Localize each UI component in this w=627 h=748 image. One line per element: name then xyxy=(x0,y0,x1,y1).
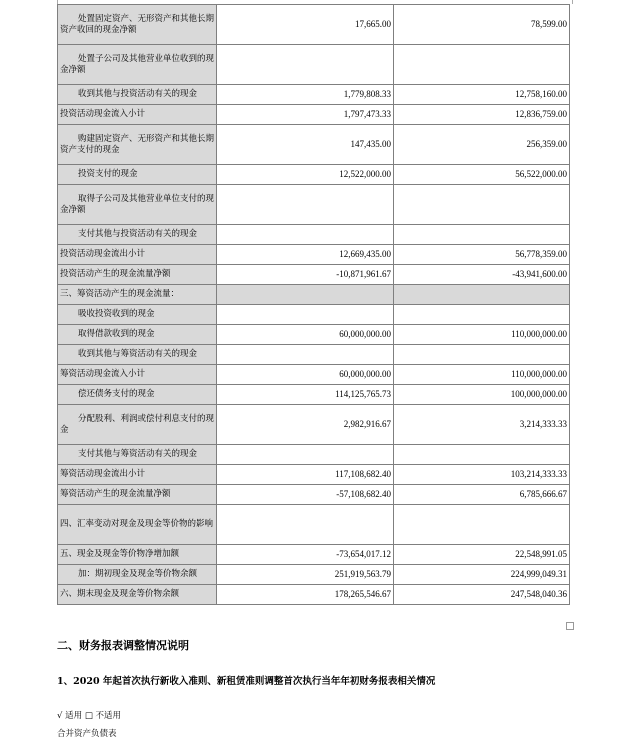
row-label: 投资支付的现金 xyxy=(58,165,217,185)
prior-period-value: 22,548,991.05 xyxy=(394,545,570,565)
table-row xyxy=(58,5,570,45)
row-label: 投资活动现金流出小计 xyxy=(58,245,217,265)
row-label: 收到其他与投资活动有关的现金 xyxy=(58,85,217,105)
prior-period-value: 224,999,049.31 xyxy=(394,565,570,585)
prior-period-value: 110,000,000.00 xyxy=(394,325,570,345)
current-period-value xyxy=(217,445,394,465)
current-period-value: 60,000,000.00 xyxy=(217,365,394,385)
row-label: 支付其他与投资活动有关的现金 xyxy=(58,225,217,245)
table-row xyxy=(58,265,570,285)
table-row xyxy=(58,405,570,445)
row-label: 分配股利、利润或偿付利息支付的现金 xyxy=(58,405,217,445)
prior-period-value: 78,599.00 xyxy=(394,5,570,45)
prior-period-value xyxy=(394,225,570,245)
row-label: 处置子公司及其他营业单位收到的现金净额 xyxy=(58,45,217,85)
table-row xyxy=(58,165,570,185)
row-label: 购建固定资产、无形资产和其他长期资产支付的现金 xyxy=(58,125,217,165)
row-label: 四、汇率变动对现金及现金等价物的影响 xyxy=(58,505,217,545)
prior-period-value: 6,785,666.67 xyxy=(394,485,570,505)
prior-period-value xyxy=(394,285,570,305)
prior-period-value: 110,000,000.00 xyxy=(394,365,570,385)
cash-flow-table xyxy=(57,4,570,605)
prior-period-value: 12,836,759.00 xyxy=(394,105,570,125)
table-row xyxy=(58,245,570,265)
table-row xyxy=(58,505,570,545)
table-row xyxy=(58,585,570,605)
current-period-value: 114,125,765.73 xyxy=(217,385,394,405)
table-row xyxy=(58,345,570,365)
current-period-value: 178,265,546.67 xyxy=(217,585,394,605)
table-resize-handle[interactable] xyxy=(566,622,574,630)
row-label: 筹资活动产生的现金流量净额 xyxy=(58,485,217,505)
row-label: 取得借款收到的现金 xyxy=(58,325,217,345)
row-label: 六、期末现金及现金等价物余额 xyxy=(58,585,217,605)
prior-period-value xyxy=(394,45,570,85)
subsection-title: 1、2020 年起首次执行新收入准则、新租赁准则调整首次执行当年年初财务报表相关情况 xyxy=(57,676,436,687)
prior-period-value: 247,548,040.36 xyxy=(394,585,570,605)
current-period-value: -73,654,017.12 xyxy=(217,545,394,565)
prior-period-value xyxy=(394,505,570,545)
row-label: 投资活动现金流入小计 xyxy=(58,105,217,125)
current-period-value: 2,982,916.67 xyxy=(217,405,394,445)
table-row xyxy=(58,305,570,325)
table-row xyxy=(58,125,570,165)
prior-period-value: 12,758,160.00 xyxy=(394,85,570,105)
table-row xyxy=(58,285,570,305)
current-period-value xyxy=(217,505,394,545)
prior-period-value: 100,000,000.00 xyxy=(394,385,570,405)
current-period-value xyxy=(217,225,394,245)
table-row xyxy=(58,85,570,105)
prior-period-value: 56,522,000.00 xyxy=(394,165,570,185)
row-label: 偿还债务支付的现金 xyxy=(58,385,217,405)
statement-name: 合并资产负债表 xyxy=(57,729,117,739)
prior-period-value xyxy=(394,185,570,225)
prior-period-value: 256,359.00 xyxy=(394,125,570,165)
prior-period-value: 103,214,333.33 xyxy=(394,465,570,485)
current-period-value xyxy=(217,345,394,365)
applicability-note: √ 适用 □ 不适用 xyxy=(57,711,122,721)
table-row xyxy=(58,325,570,345)
row-label: 筹资活动现金流出小计 xyxy=(58,465,217,485)
row-label: 取得子公司及其他营业单位支付的现金净额 xyxy=(58,185,217,225)
row-label: 支付其他与筹资活动有关的现金 xyxy=(58,445,217,465)
table-row xyxy=(58,445,570,465)
prior-period-value xyxy=(394,345,570,365)
table-row xyxy=(58,465,570,485)
current-period-value xyxy=(217,45,394,85)
row-label: 投资活动产生的现金流量净额 xyxy=(58,265,217,285)
current-period-value: -57,108,682.40 xyxy=(217,485,394,505)
current-period-value: 17,665.00 xyxy=(217,5,394,45)
table-row xyxy=(58,485,570,505)
row-label: 五、现金及现金等价物净增加额 xyxy=(58,545,217,565)
current-period-value xyxy=(217,305,394,325)
current-period-value: 12,522,000.00 xyxy=(217,165,394,185)
current-period-value: -10,871,961.67 xyxy=(217,265,394,285)
row-label: 吸收投资收到的现金 xyxy=(58,305,217,325)
table-row xyxy=(58,365,570,385)
row-label: 加：期初现金及现金等价物余额 xyxy=(58,565,217,585)
cash-flow-table-body xyxy=(58,5,570,605)
table-row xyxy=(58,385,570,405)
current-period-value: 60,000,000.00 xyxy=(217,325,394,345)
current-period-value: 117,108,682.40 xyxy=(217,465,394,485)
prior-period-value xyxy=(394,445,570,465)
table-row xyxy=(58,565,570,585)
table-row xyxy=(58,45,570,85)
current-period-value: 1,779,808.33 xyxy=(217,85,394,105)
current-period-value: 251,919,563.79 xyxy=(217,565,394,585)
section-title: 二、财务报表调整情况说明 xyxy=(57,639,189,652)
current-period-value: 12,669,435.00 xyxy=(217,245,394,265)
row-label: 处置固定资产、无形资产和其他长期资产收回的现金净额 xyxy=(58,5,217,45)
prior-period-value: 56,778,359.00 xyxy=(394,245,570,265)
table-row xyxy=(58,545,570,565)
row-label: 筹资活动现金流入小计 xyxy=(58,365,217,385)
table-row xyxy=(58,185,570,225)
current-period-value: 147,435.00 xyxy=(217,125,394,165)
prior-period-value: -43,941,600.00 xyxy=(394,265,570,285)
current-period-value: 1,797,473.33 xyxy=(217,105,394,125)
current-period-value xyxy=(217,185,394,225)
row-label: 收到其他与筹资活动有关的现金 xyxy=(58,345,217,365)
table-row xyxy=(58,225,570,245)
table-row xyxy=(58,105,570,125)
current-period-value xyxy=(217,285,394,305)
row-label: 三、筹资活动产生的现金流量： xyxy=(58,285,217,305)
prior-period-value: 3,214,333.33 xyxy=(394,405,570,445)
corner-mark xyxy=(572,0,583,4)
prior-period-value xyxy=(394,305,570,325)
